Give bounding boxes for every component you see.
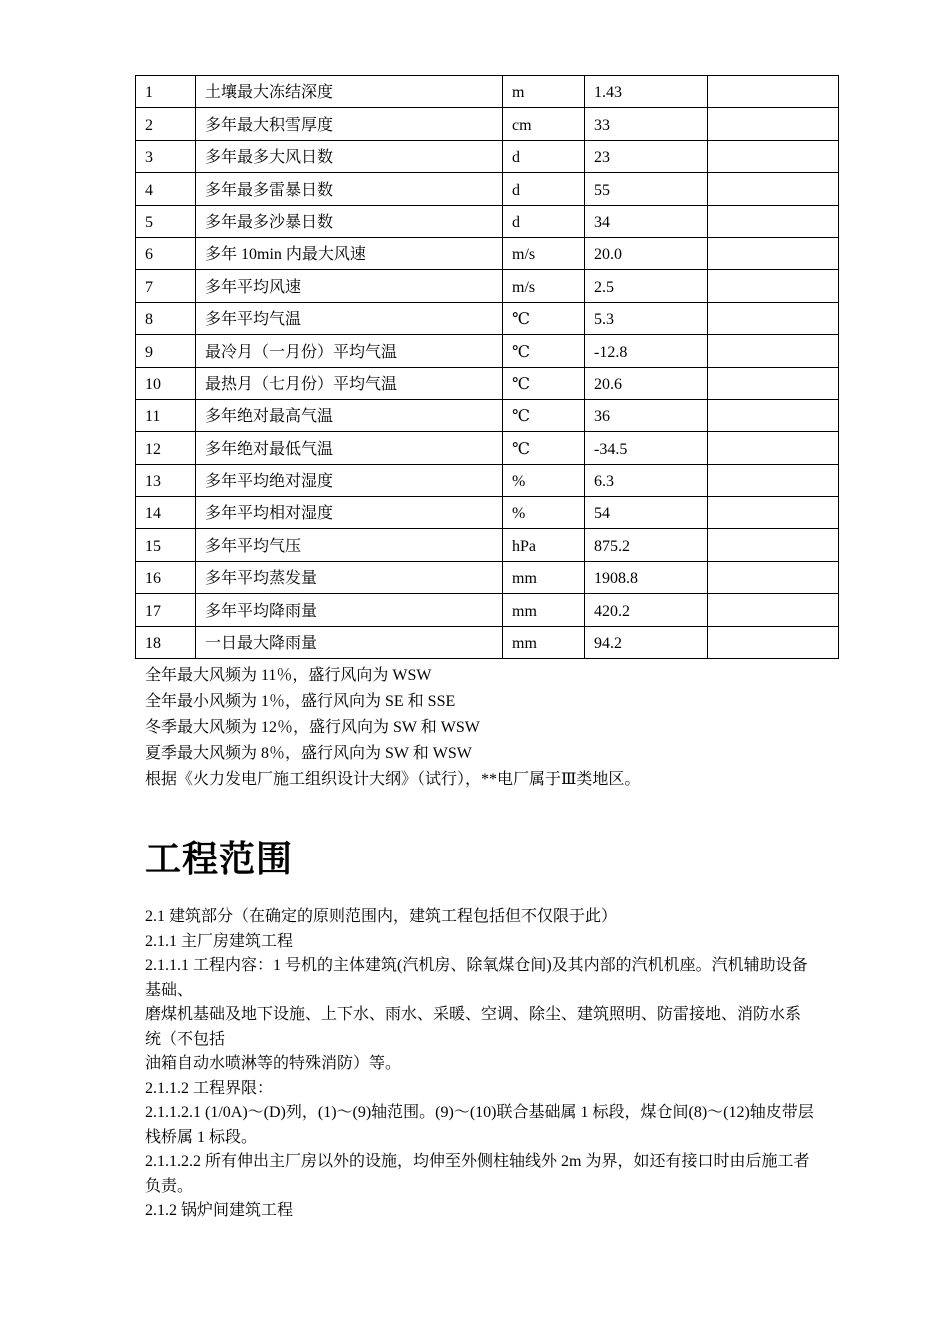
cell-row-number: 18 (136, 626, 196, 658)
body-line: 2.1 建筑部分（在确定的原则范围内，建筑工程包括但不仅限于此） (145, 908, 618, 925)
cell-parameter-name: 多年 10min 内最大风速 (196, 237, 503, 269)
cell-value: 23 (585, 140, 708, 172)
cell-row-number: 17 (136, 594, 196, 626)
cell-parameter-name: 多年平均降雨量 (196, 594, 503, 626)
cell-parameter-name: 多年平均气温 (196, 302, 503, 334)
cell-note (708, 529, 839, 561)
cell-value: 54 (585, 497, 708, 529)
cell-unit: ℃ (503, 432, 585, 464)
cell-parameter-name: 多年最多沙暴日数 (196, 205, 503, 237)
cell-unit: d (503, 173, 585, 205)
cell-parameter-name: 多年平均风速 (196, 270, 503, 302)
cell-value: 6.3 (585, 464, 708, 496)
cell-parameter-name: 一日最大降雨量 (196, 626, 503, 658)
body-line: 2.1.1.2.1 (1/0A)～(D)列，(1)～(9)轴范围。(9)～(10)联合基础属 1 标段，煤仓间(8)～(12)轴皮带层栈桥属 1 标段。 (145, 1104, 814, 1146)
cell-note (708, 432, 839, 464)
table-row (136, 529, 839, 561)
cell-value: 2.5 (585, 270, 708, 302)
cell-unit: mm (503, 594, 585, 626)
cell-row-number: 6 (136, 237, 196, 269)
cell-value: 34 (585, 205, 708, 237)
table-row (136, 173, 839, 205)
cell-note (708, 173, 839, 205)
section-heading: 工程范围 (145, 839, 294, 880)
cell-parameter-name: 多年平均绝对湿度 (196, 464, 503, 496)
cell-unit: ℃ (503, 302, 585, 334)
cell-unit: m/s (503, 237, 585, 269)
cell-unit: d (503, 140, 585, 172)
wind-notes (145, 663, 640, 793)
table-row (136, 335, 839, 367)
table-row (136, 432, 839, 464)
wind-note-line: 夏季最大风频为 8％，盛行风向为 SW 和 WSW (145, 745, 472, 762)
cell-row-number: 4 (136, 173, 196, 205)
cell-value: -12.8 (585, 335, 708, 367)
cell-unit: ℃ (503, 399, 585, 431)
cell-value: 33 (585, 108, 708, 140)
table-row (136, 205, 839, 237)
cell-value: -34.5 (585, 432, 708, 464)
cell-row-number: 3 (136, 140, 196, 172)
cell-note (708, 205, 839, 237)
cell-note (708, 237, 839, 269)
cell-unit: d (503, 205, 585, 237)
cell-row-number: 15 (136, 529, 196, 561)
cell-row-number: 1 (136, 76, 196, 108)
cell-row-number: 11 (136, 399, 196, 431)
cell-value: 1.43 (585, 76, 708, 108)
cell-value: 420.2 (585, 594, 708, 626)
table-row (136, 108, 839, 140)
cell-row-number: 9 (136, 335, 196, 367)
cell-note (708, 464, 839, 496)
cell-note (708, 335, 839, 367)
cell-parameter-name: 最热月（七月份）平均气温 (196, 367, 503, 399)
cell-note (708, 108, 839, 140)
cell-note (708, 594, 839, 626)
climate-table-body (136, 76, 839, 659)
cell-unit: % (503, 464, 585, 496)
cell-unit: ℃ (503, 335, 585, 367)
section-body (145, 905, 815, 1224)
cell-parameter-name: 多年最多大风日数 (196, 140, 503, 172)
table-row (136, 497, 839, 529)
cell-parameter-name: 多年平均蒸发量 (196, 561, 503, 593)
cell-parameter-name: 多年绝对最高气温 (196, 399, 503, 431)
cell-parameter-name: 最冷月（一月份）平均气温 (196, 335, 503, 367)
cell-row-number: 16 (136, 561, 196, 593)
cell-value: 20.6 (585, 367, 708, 399)
table-row (136, 626, 839, 658)
wind-note-line: 全年最大风频为 11％，盛行风向为 WSW (145, 667, 432, 684)
cell-row-number: 14 (136, 497, 196, 529)
cell-parameter-name: 多年最大积雪厚度 (196, 108, 503, 140)
table-row (136, 464, 839, 496)
table-row (136, 399, 839, 431)
cell-value: 36 (585, 399, 708, 431)
table-row (136, 561, 839, 593)
cell-note (708, 302, 839, 334)
cell-note (708, 399, 839, 431)
cell-unit: hPa (503, 529, 585, 561)
cell-unit: mm (503, 561, 585, 593)
cell-value: 875.2 (585, 529, 708, 561)
cell-note (708, 497, 839, 529)
cell-row-number: 5 (136, 205, 196, 237)
wind-note-line: 冬季最大风频为 12％，盛行风向为 SW 和 WSW (145, 719, 480, 736)
cell-unit: ℃ (503, 367, 585, 399)
cell-value: 1908.8 (585, 561, 708, 593)
body-line: 2.1.1.2.2 所有伸出主厂房以外的设施，均伸至外侧柱轴线外 2m 为界，如还有接口时由后施工者负责。 (145, 1153, 810, 1195)
table-row (136, 594, 839, 626)
cell-parameter-name: 多年平均气压 (196, 529, 503, 561)
cell-unit: m (503, 76, 585, 108)
cell-note (708, 626, 839, 658)
cell-note (708, 367, 839, 399)
table-row (136, 140, 839, 172)
cell-row-number: 8 (136, 302, 196, 334)
cell-value: 55 (585, 173, 708, 205)
region-class-note: 根据《火力发电厂施工组织设计大纲》（试行），**电厂属于Ⅲ类地区。 (145, 771, 641, 788)
body-line: 2.1.1.1 工程内容：1 号机的主体建筑(汽机房、除氧煤仓间)及其内部的汽机机座。汽机辅助设备基础、 (145, 957, 808, 999)
cell-parameter-name: 土壤最大冻结深度 (196, 76, 503, 108)
table-row (136, 302, 839, 334)
cell-value: 20.0 (585, 237, 708, 269)
cell-note (708, 76, 839, 108)
cell-parameter-name: 多年平均相对湿度 (196, 497, 503, 529)
cell-value: 94.2 (585, 626, 708, 658)
cell-unit: % (503, 497, 585, 529)
wind-note-line: 全年最小风频为 1％，盛行风向为 SE 和 SSE (145, 693, 456, 710)
cell-row-number: 10 (136, 367, 196, 399)
cell-row-number: 13 (136, 464, 196, 496)
cell-row-number: 7 (136, 270, 196, 302)
cell-note (708, 270, 839, 302)
cell-parameter-name: 多年绝对最低气温 (196, 432, 503, 464)
body-line: 2.1.1.2 工程界限： (145, 1079, 274, 1097)
body-line: 2.1.1 主厂房建筑工程 (145, 932, 294, 950)
cell-row-number: 12 (136, 432, 196, 464)
table-row (136, 76, 839, 108)
table-row (136, 237, 839, 269)
cell-unit: m/s (503, 270, 585, 302)
table-row (136, 367, 839, 399)
body-line: 2.1.2 锅炉间建筑工程 (145, 1202, 294, 1219)
cell-unit: cm (503, 108, 585, 140)
cell-unit: mm (503, 626, 585, 658)
body-line: 磨煤机基础及地下设施、上下水、雨水、采暖、空调、除尘、建筑照明、防雷接地、消防水系统（不包括 (145, 1006, 802, 1048)
cell-parameter-name: 多年最多雷暴日数 (196, 173, 503, 205)
cell-note (708, 140, 839, 172)
body-line: 油箱自动水喷淋等的特殊消防）等。 (145, 1055, 402, 1072)
table-row (136, 270, 839, 302)
cell-value: 5.3 (585, 302, 708, 334)
climate-data-table (135, 75, 839, 659)
cell-row-number: 2 (136, 108, 196, 140)
cell-note (708, 561, 839, 593)
